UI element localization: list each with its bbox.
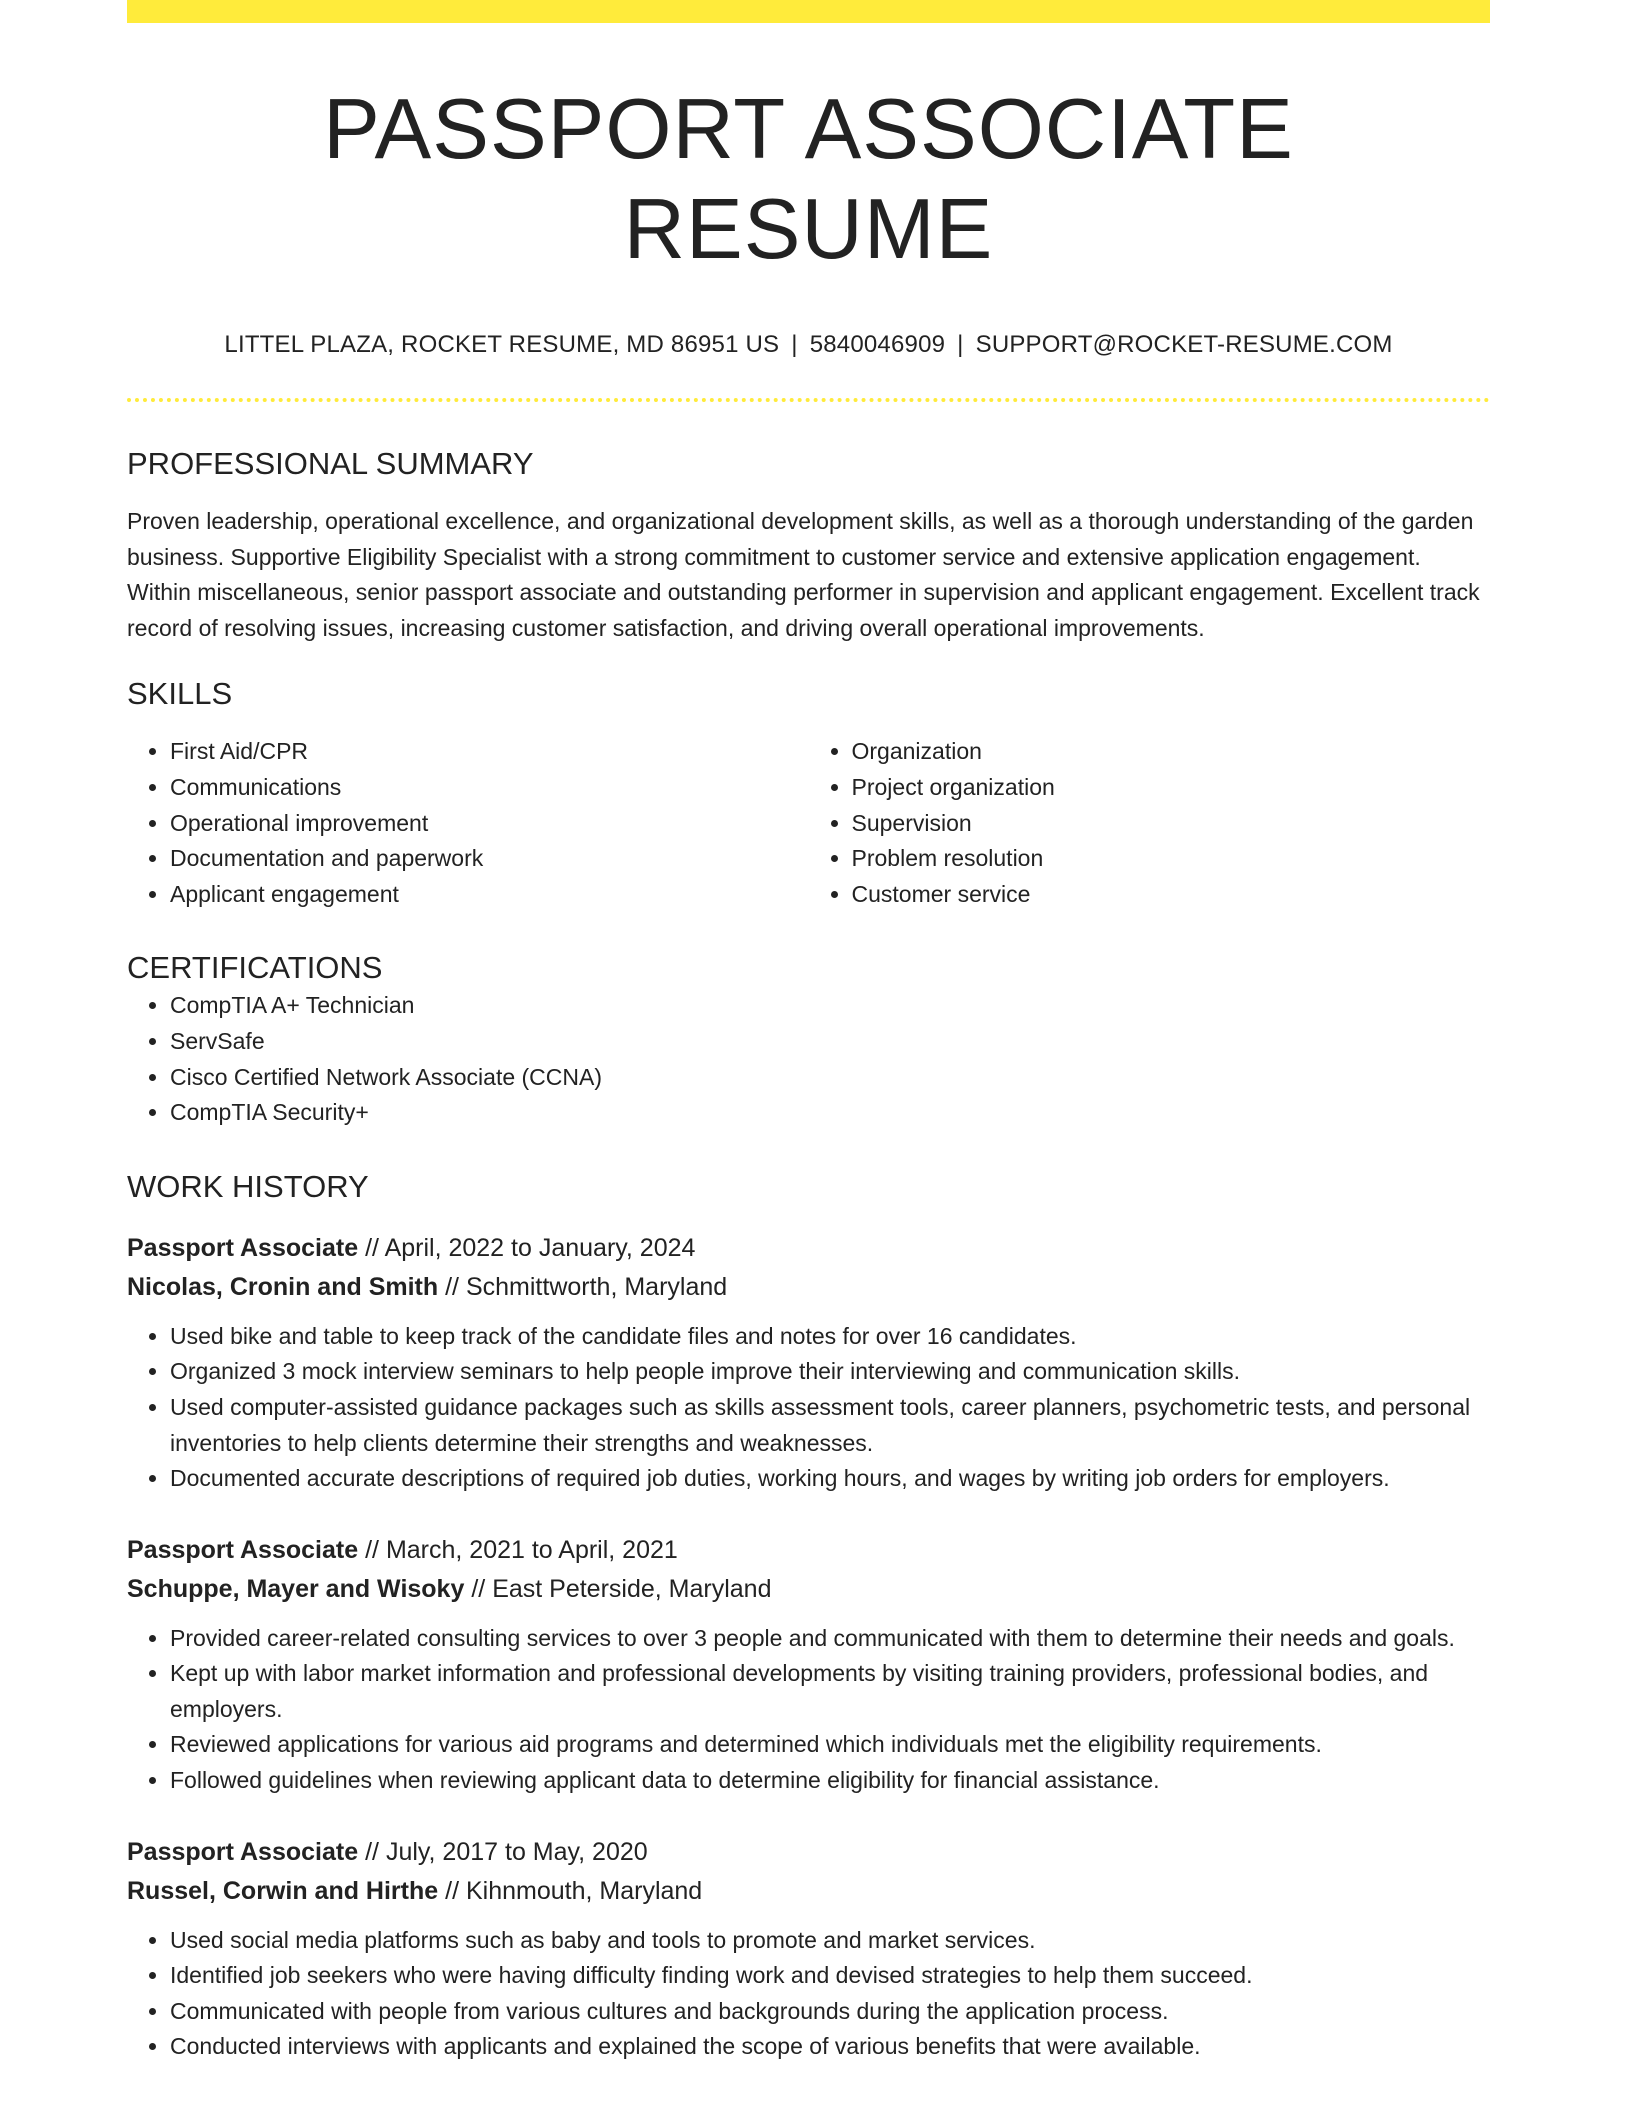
skill-item: • Communications: [170, 770, 809, 806]
job-separator: //: [365, 1233, 379, 1262]
job-duty-item: • Identified job seekers who were having difficulty finding work and devised strategies to help them succeed.: [170, 1958, 1490, 1994]
job-duties-list: [127, 1621, 1490, 1799]
skills-list-right: [809, 734, 1491, 912]
job-title-line: [127, 1531, 1490, 1570]
job-duty-item: • Kept up with labor market information and professional developments by visiting training providers, professional bodies, and employers.: [170, 1656, 1490, 1727]
job-company: Nicolas, Cronin and Smith: [127, 1272, 439, 1301]
skill-item: • Project organization: [852, 770, 1491, 806]
contact-line: [127, 330, 1490, 360]
skill-item: • Documentation and paperwork: [170, 841, 809, 877]
resume-title: PASSPORT ASSOCIATE RESUME: [323, 82, 1294, 277]
contact-phone: 5840046909: [809, 331, 946, 358]
skill-item: • Applicant engagement: [170, 877, 809, 913]
job-company-line: [127, 1872, 1490, 1911]
job-duty-item: • Documented accurate descriptions of required job duties, working hours, and wages by writing job orders for employers.: [170, 1461, 1490, 1497]
job-title-line: [127, 1833, 1490, 1872]
certification-item: • CompTIA A+ Technician: [170, 988, 1490, 1024]
job-duties-list: [127, 1319, 1490, 1497]
skill-item: • First Aid/CPR: [170, 734, 809, 770]
summary-heading: PROFESSIONAL SUMMARY: [127, 446, 534, 481]
job-title: Passport Associate: [127, 1837, 359, 1866]
job-separator: //: [471, 1574, 486, 1603]
job-duty-item: • Communicated with people from various cultures and backgrounds during the application process.: [170, 1994, 1490, 2030]
job-duty-item: • Used social media platforms such as baby and tools to promote and market services.: [170, 1923, 1490, 1959]
job-company: Schuppe, Mayer and Wisoky: [127, 1574, 465, 1603]
job-location: East Peterside, Maryland: [492, 1574, 772, 1603]
certification-item: • ServSafe: [170, 1024, 1490, 1060]
skill-item: • Supervision: [852, 806, 1491, 842]
job-entry: [127, 1833, 1490, 2065]
job-company: Russel, Corwin and Hirthe: [127, 1876, 439, 1905]
job-duty-item: • Provided career-related consulting services to over 3 people and communicated with them to determine their needs and goals.: [170, 1621, 1490, 1657]
contact-address: LITTEL PLAZA, ROCKET RESUME, MD 86951 US: [224, 331, 780, 358]
job-duty-item: • Followed guidelines when reviewing applicant data to determine eligibility for financial assistance.: [170, 1763, 1490, 1799]
contact-email: SUPPORT@ROCKET-RESUME.COM: [975, 331, 1393, 358]
skills-heading: SKILLS: [127, 676, 233, 712]
skill-item: • Customer service: [852, 877, 1491, 913]
job-location: Schmittworth, Maryland: [465, 1272, 728, 1301]
skill-item: • Operational improvement: [170, 806, 809, 842]
certifications-heading: CERTIFICATIONS: [127, 950, 383, 986]
job-duty-item: • Conducted interviews with applicants and explained the scope of various benefits that were available.: [170, 2029, 1490, 2065]
contact-separator: |: [791, 331, 798, 358]
certification-item: • CompTIA Security+: [170, 1095, 1490, 1131]
certification-item: • Cisco Certified Network Associate (CCNA): [170, 1060, 1490, 1096]
job-separator: //: [365, 1535, 379, 1564]
contact-separator: |: [957, 331, 964, 358]
job-separator: //: [445, 1876, 460, 1905]
skills-list-left: [127, 734, 809, 912]
skills-columns: [127, 734, 1490, 912]
job-dates: July, 2017 to May, 2020: [385, 1837, 648, 1866]
job-entry: [127, 1531, 1490, 1799]
job-duty-item: • Used bike and table to keep track of the candidate files and notes for over 16 candidates.: [170, 1319, 1490, 1355]
skill-item: • Organization: [852, 734, 1491, 770]
job-separator: //: [365, 1837, 379, 1866]
job-duty-item: • Organized 3 mock interview seminars to help people improve their interviewing and communication skills.: [170, 1354, 1490, 1390]
job-dates: March, 2021 to April, 2021: [385, 1535, 678, 1564]
work-history-heading: WORK HISTORY: [127, 1168, 369, 1204]
resume-content: [127, 0, 1490, 2065]
job-duty-item: • Reviewed applications for various aid programs and determined which individuals met the eligibility requirements.: [170, 1727, 1490, 1763]
job-duties-list: [127, 1923, 1490, 2065]
job-title: Passport Associate: [127, 1535, 359, 1564]
dotted-divider: [127, 398, 1490, 402]
job-separator: //: [445, 1272, 460, 1301]
job-title: Passport Associate: [127, 1233, 359, 1262]
job-entry: [127, 1229, 1490, 1497]
job-location: Kihnmouth, Maryland: [465, 1876, 703, 1905]
job-company-line: [127, 1268, 1490, 1307]
job-dates: April, 2022 to January, 2024: [384, 1233, 696, 1262]
job-duty-item: • Used computer-assisted guidance packages such as skills assessment tools, career planners, psychometric tests, and personal inventories to help clients determine their strengths and weaknesses.: [170, 1390, 1490, 1461]
certifications-list: [127, 988, 1490, 1130]
job-title-line: [127, 1229, 1490, 1268]
summary-text: Proven leadership, operational excellence, and organizational development skills, as well as a thorough understanding of the garden business. Supportive Eligibility Specialist with a strong commitment to customer service and extensive application engagement. Within miscellaneous, senior passport associate and outstanding performer in supervision and applicant engagement. Excellent track record of resolving issues, increasing customer satisfaction, and driving overall operational improvements.: [127, 508, 1480, 641]
job-company-line: [127, 1570, 1490, 1609]
skill-item: • Problem resolution: [852, 841, 1491, 877]
